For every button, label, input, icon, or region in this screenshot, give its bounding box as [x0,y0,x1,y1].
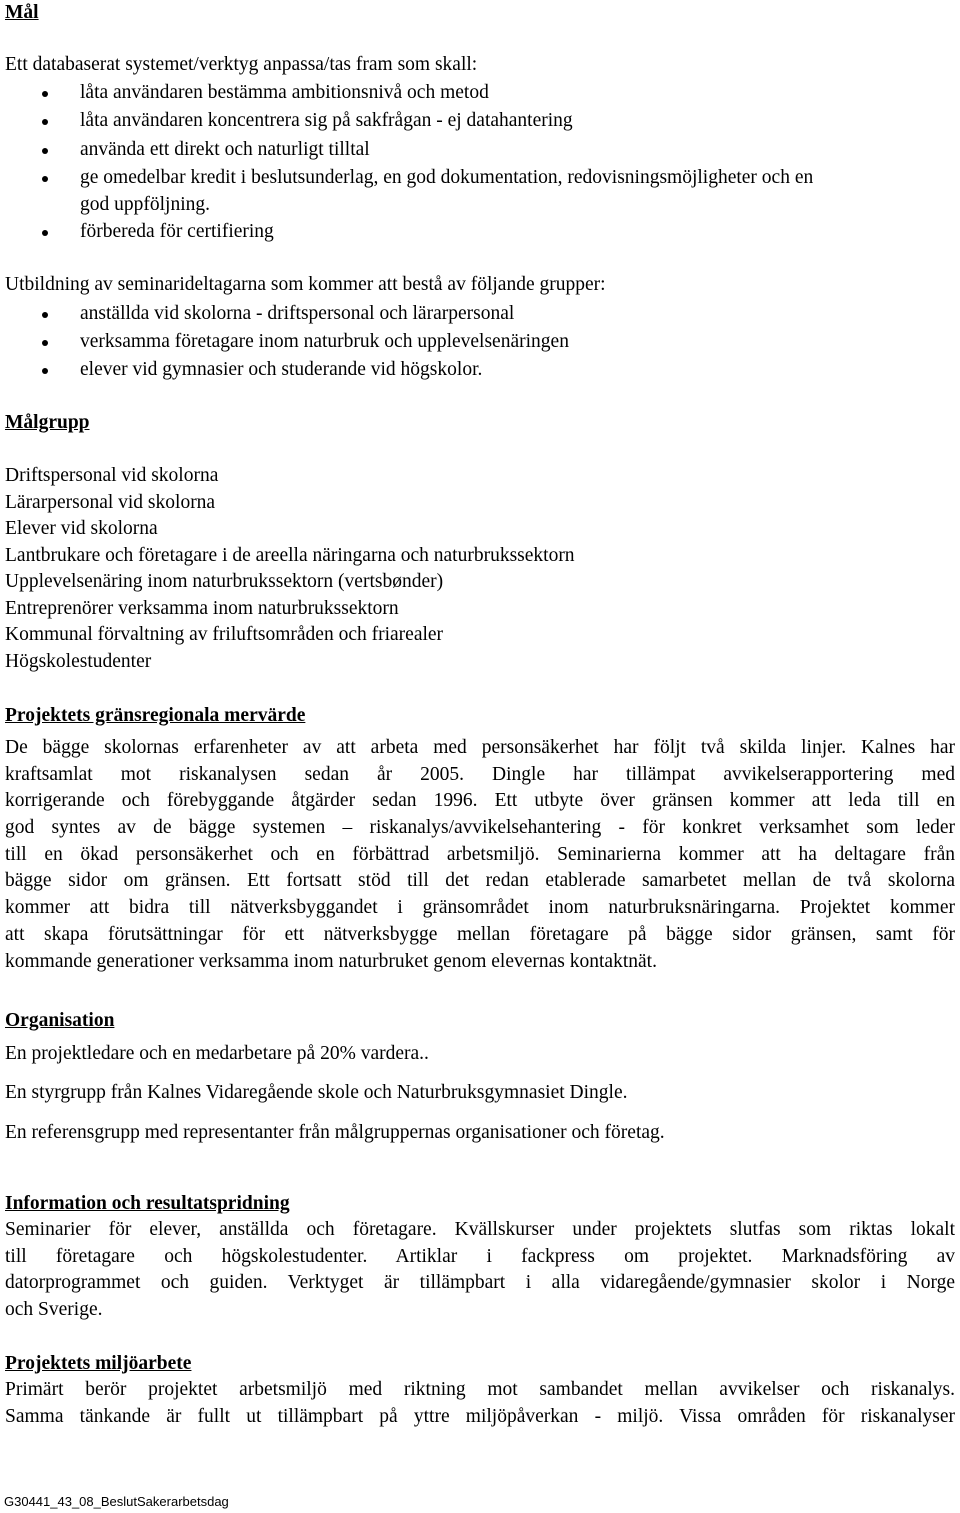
miljo-paragraph: Primärt berör projektet arbetsmiljö med riktning mot sambandet mellan avvikelser och riskanalys. Samma tänkande är fullt ut tillämpbart på yttre miljöpåverkan - miljö. Vissa områden för riskanalyser [5,1379,955,1427]
bullet-icon [42,340,48,346]
list-item: Högskolestudenter [5,651,152,672]
list-item: Kommunal förvaltning av friluftsområden och friarealer [5,624,444,645]
mal-intro: Ett databaserat systemet/verktyg anpassa/tas fram som skall: [5,54,478,75]
list-item: En styrgrupp från Kalnes Vidaregående skole och Naturbruksgymnasiet Dingle. [5,1082,628,1103]
list-item: Lantbrukare och företagare i de areella näringarna och naturbrukssektorn [5,545,575,566]
section-heading-organisation: Organisation [5,1010,115,1031]
section-heading-information: Information och resultatspridning [5,1193,290,1214]
list-item: En projektledare och en medarbetare på 20% vardera.. [5,1043,429,1064]
list-item: Entreprenörer verksamma inom naturbrukssektorn [5,598,399,619]
section-heading-miljo: Projektets miljöarbete [5,1353,192,1374]
list-item: Driftspersonal vid skolorna [5,465,219,486]
footer-document-code: G30441_43_08_BeslutSakerarbetsdag [4,1494,229,1509]
mervarde-paragraph: De bägge skolornas erfarenheter av att arbeta med personsäkerhet har följt två skilda linjer. Kalnes har kraftsamlat mot riskanalysen sedan år 2005. Dingle har tillämpat avvikelserapportering med korrigerande och förebyggande åtgärder sedan 1996. Ett utbyte över gränsen kommer att leda till en god syntes av de bägge systemen – riskanalys/avvikelsehantering - för konkret verksamhet som leder till en ökad personsäkerhet och en förbättrad arbetsmiljö. Seminarierna kommer att ha deltagare från bägge sidor om gränsen. Ett fortsatt stöd till det redan etablerade samarbetet mellan de två skolorna kommer att bidra till nätverksbyggandet i gränsområdet inom naturbruksnäringarna. Projektet kommer att skapa förutsättningar för ett nätverksbygge mellan företagare på bägge sidor gränsen, samt för kommande generationer verksamma inom naturbruket genom elevernas kontaktnät. [5,737,955,972]
list-item: Lärarpersonal vid skolorna [5,492,216,513]
bullet-icon [42,230,48,236]
bullet-icon [42,119,48,125]
bullet-icon [42,91,48,97]
bullet-icon [42,368,48,374]
section-heading-mervarde: Projektets gränsregionala mervärde [5,705,306,726]
information-paragraph: Seminarier för elever, anställda och företagare. Kvällskurser under projektets slutfas som riktas lokalt till företagare och högskolestudenter. Artiklar i fackpress om projektet. Marknadsföring av datorprogrammet och guiden. Verktyget är tillämpbart i alla vidaregående/gymnasier skolor i Norge och Sverige. [5,1219,955,1321]
list-item: Elever vid skolorna [5,518,158,539]
list-item: En referensgrupp med representanter från målgruppernas organisationer och företag. [5,1122,665,1143]
section-heading-mal: Mål [5,2,39,23]
bullet-icon [42,148,48,154]
training-intro: Utbildning av seminarideltagarna som kommer att bestå av följande grupper: [5,274,606,295]
bullet-icon [42,176,48,182]
list-item: Upplevelsenäring inom naturbrukssektorn (vertsbønder) [5,571,444,592]
section-heading-malgrupp: Målgrupp [5,412,90,433]
bullet-icon [42,312,48,318]
